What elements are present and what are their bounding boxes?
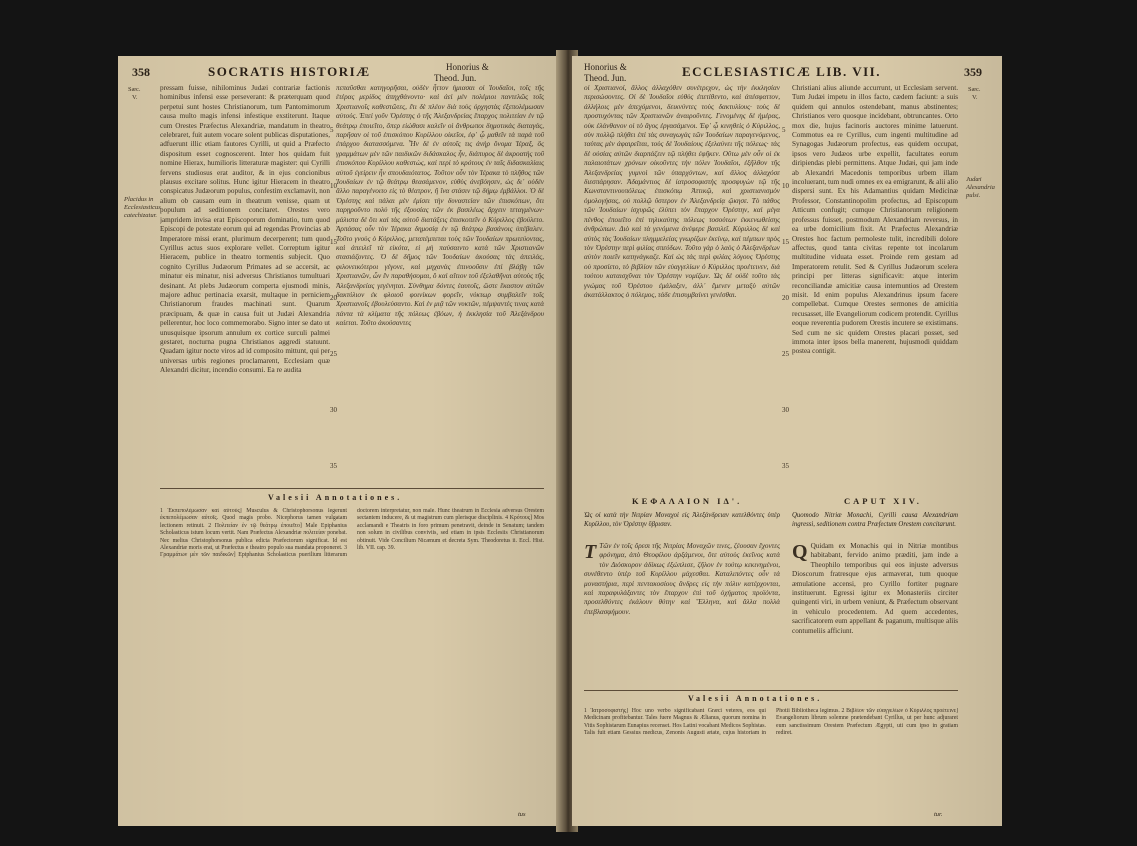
greek-body-text: οἱ Χριστιανοί, ἄλλος ἀλλαχόθεν συνέτρεχον, ὡς τὴν ἐκκλησίαν περισώσοντες. Οἱ δὲ Ἰουδαῖοι εὐθὺς ἐπετίθεντο, καὶ ἀπέσφαττον, ἀλλήλοις μὲν ἀπεχόμενοι, δεικνύντες τοὺς δακτυλίους· τοὺς δὲ προστυχόντας τῶν Χριστιανῶν ἀναιροῦντες. Γενομένης δὲ ἡμέρας, οὐκ ἐλάνθανον οἱ τὸ ἄγος ἐργασάμενοι. Ἐφ᾽ ᾧ κινηθεὶς ὁ Κύριλλος, σὺν πολλῷ πλήθει ἐπὶ τὰς συναγωγὰς τῶν Ἰουδαίων παραγενόμενος, ταύτας μὲν ἀφαιρεῖται, τοὺς δὲ Ἰουδαίους ἐξελαύνει τῆς πόλεως· τὰς δὲ οὐσίας αὐτῶν διαρπάζειν τῷ πλήθει ἐφῆκεν. Οὕτω μὲν οὖν οἱ ἐκ παλαιοτάτων χρόνων οἰκοῦντες τὴν πόλιν Ἰουδαῖοι, ἐξῆλθον τῆς Ἀλεξανδρείας γυμνοὶ τῶν ὑπαρχόντων, καὶ ἄλλος ἀλλαχόσε διεσπάρησαν. Ἀδαμάντιος δὲ ἰατροσοφιστὴς προσφυγὼν τῷ τῆς Κωνσταντινουπόλεως ἐπισκόπῳ Ἀττικῷ, καὶ χριστιανισμὸν ὁμολογήσας, οὐ πολλῷ ὕστερον ἐν Ἀλεξανδρείᾳ ᾤκησε. Τὸ πάθος τῶν Ἰουδαίων ἰσχυρῶς ἐλύπει τὸν ἔπαρχον Ὀρέστην, καὶ μέγα πένθος ἐποιεῖτο ἐπὶ τηλικαύτης πόλεως τοσούτων ἐκκενωθείσης ἀνθρώπων. Διὸ καὶ τὰ γενόμενα ἀνέφερε βασιλεῖ. Κύριλλος δὲ καὶ αὐτὸς τὰς Ἰουδαίων πλημμελείας γνωρίζων ἐκείνῳ, καὶ πέμπων πρὸς τὸν Ὀρέστην περὶ φιλίας σπεύδων. Τοῦτο γὰρ ὁ λαὸς ὁ Ἀλεξανδρέων αὐτὸν ποιεῖν κατηνάγκαζε. Καὶ ὡς τὰς περὶ φιλίας λόγους Ὀρέστης οὐ προσίετο, τὸ βιβλίον τῶν εὐαγγελίων ὁ Κύριλλος προέτεινεν, διὰ τούτου καταισχῦναι τὸν Ὀρέστην νομίζων. Ὡς δὲ οὐδὲ τοῦτο τὰς γνώμας τοῦ Ὀρέστου ἐμάλαξεν, ἀλλ᾽ ἔμενεν μεταξὺ αὐτῶν ἀκατάλλακτος ὁ πόλεμος, τάδε ἐπισυμβαίνει γενέσθαι. (584, 84, 780, 299)
left-page (118, 56, 563, 826)
margin-note-left: Placidus in Ecclesiasticus catechizatur. (124, 196, 161, 219)
chapter-greek-column (584, 542, 780, 684)
chapter-summary-latin: Quomodo Nitriæ Monachi, Cyrilli causa Alexandriam ingressi, seditionem contra Præfectum Orestem concitarunt. (792, 512, 958, 528)
line-number: 15 (330, 238, 337, 246)
chapter-heading-latin: CAPUT XIV. (844, 496, 922, 506)
line-number: 25 (782, 350, 789, 358)
latin-column-left (160, 84, 330, 484)
running-subtitle-right (584, 62, 627, 84)
line-number: 15 (782, 238, 789, 246)
greek-column-left (336, 84, 544, 484)
notes-divider-right (584, 690, 958, 691)
running-sub-line-1: Honorius & (446, 62, 489, 72)
margin-era-label: Sæc. (128, 86, 141, 93)
line-number: 20 (330, 294, 337, 302)
page-number-left: 358 (132, 65, 150, 79)
margin-era-left (128, 86, 140, 102)
line-number: 35 (782, 462, 789, 470)
latin-column-right (792, 84, 958, 494)
running-title-right: ECCLESIASTICÆ LIB. VII. (682, 64, 881, 79)
line-number: 10 (330, 182, 337, 190)
notes-divider-left (160, 488, 544, 489)
right-page (572, 56, 1002, 826)
chapter-heading-greek: ΚΕΦΑΛΑΙΟΝ ΙΔ'. (632, 496, 743, 506)
line-number: 30 (782, 406, 789, 414)
line-number: 30 (330, 406, 337, 414)
drop-cap-greek: Τ (584, 542, 597, 563)
line-number: 25 (330, 350, 337, 358)
notes-text: 1 Ἐκπεπολέμωσαν καὶ αὐτούς] Musculus & Christophorsonus legerunt ἐκπεπολέμωσαν αὐτοῖς. Quod magis probo. Nicephorus tamen vulgatam lectionem retinuit. 2 Πολιτείαν ἐν τῷ θεάτρῳ ἐποιεῖτο] Male Epiphanius Scholasticus istum locum vertit. Nam Præfectus Alexandriæ πολιτείαν ponebat. Nec melius Christophorsonus publica edicta Præfectorum significat. Id est Alexandriæ moris erat, ut Præfectus e theatro populo sua mandata proponeret. 3 Γραμμάτων μὲν τῶν παιδικῶν] Epiphanius Scholasticus puerilium litterarum doctorem interpretatur, non male. Hunc theatrum in Ecclesia adversus Orestem sectantem inducere, & ut magistrum cum plerisque disciplinis. 4 Κρότους] Mos acclamandi e Theatris in foro primum penetravit, deinde in Senatum; tandem non solum in civilibus conviviis, sed etiam in ipsis Ecclesiis Christianorum obtinuit. Vide Concilium Nicænum et decreta Sym. Theodoretus ii. Eccl. Hist. lib. VII. cap. 39. (160, 508, 544, 559)
catchword-left: tus (518, 811, 526, 818)
running-subtitle-left (434, 62, 489, 84)
notes-right (584, 708, 958, 808)
line-number: 5 (782, 126, 786, 134)
chapter-latin-column (792, 542, 958, 684)
drop-cap-latin: Q (792, 542, 808, 563)
margin-era-label: Sæc. (968, 86, 981, 93)
line-number: 5 (330, 126, 334, 134)
chapter-greek-body: Τῶν ἐν τοῖς ὄρεσι τῆς Νιτρίας Μοναχῶν τινες, ζέουσαν ἔχοντες φρόνημα, ἀπὸ Θεοφίλου ἀρξάμενοι, ὅτε αὐτοὺς ἐκεῖνος κατὰ τὸν Διόσκορον ἀδίκως ἐξώπλισε, ζῆλον ἐν τούτῳ κεκινημένοι, συνέθεντο ὑπὲρ τοῦ Κυρίλλου μάχεσθαι. Καταλιπόντες οὖν τὰ μοναστήρια, περὶ πεντακοσίους ἄνδρες εἰς τὴν πόλιν κατέρχονται, καὶ παραφυλάξαντες τὸν ἔπαρχον ἐπὶ τοῦ ὀχήματος προϊόντα, προσελθόντες ἐκάλουν θύτην καὶ Ἕλληνα, καὶ ἄλλα πολλὰ ἐπεβλασφήμουν. (584, 542, 780, 616)
margin-note-right: Judæi Alexandria pulsi. (966, 176, 995, 199)
margin-era-number: V. (972, 94, 978, 101)
margin-era-right (968, 86, 980, 102)
notes-heading-left: Valesii Annotationes. (268, 493, 403, 502)
line-numbers-right (782, 88, 790, 470)
line-number: 20 (782, 294, 789, 302)
running-sub-line-1: Honorius & (584, 62, 627, 72)
greek-body-text: πεπαῦσθαι κατηγορῆσαι, οὐδὲν ἧττον ἡμιασαι οἱ Ἰουδαῖοι, τοῖς τῆς ἑτέρας μερίδος ἀπηχθάνοντο· καὶ ἀεὶ μὲν πολέμιοι παντελῶς τοῖς Χριστιανοῖς καθεστῶτες, ἔτι δὲ πλέον διὰ τοὺς ὀρχηστὰς ἐξεπολέμωσαν αὐτούς. Ἐπεὶ γοῦν Ὀρέστης ὁ τῆς Ἀλεξανδρείας ἔπαρχος πολιτείαν ἐν τῷ θεάτρῳ ἐποιεῖτο, ὅπερ εἰώθασι καλεῖν οἱ ἄνθρωποι δημοτικὰς διαταγάς, παρῆσαν οἱ τοῦ ἐπισκόπου Κυρίλλου οἰκεῖοι, ἐφ᾽ ᾧ μαθεῖν τὰ παρὰ τοῦ ἐπάρχου διατασσόμενα. Ἦν δὲ ἐν αὐτοῖς τις ἀνὴρ ὄνομα Ἱέραξ, ὃς γραμμάτων μὲν τῶν παιδικῶν διδάσκαλος ἦν, διάπυρος δὲ ἀκροατὴς τοῦ ἐπισκόπου Κυρίλλου καθεστὼς, καὶ περὶ τὸ κρότους ἐν ταῖς διδασκαλίαις αὐτοῦ ἐγείρειν ἦν σπουδαιότατος. Τοῦτον οὖν τὸν Ἱέρακα τὸ πλῆθος τῶν Ἰουδαίων ἐν τῷ θεάτρῳ θεασάμενον, εὐθὺς ἀνεβόησεν, ὡς δι᾽ οὐδὲν ἄλλο παραγένοιτο εἰς τὸ θέατρον, ἢ ἵνα στάσιν τῷ δήμῳ ἐμβάλλοι. Ὁ δὲ Ὀρέστης καὶ πάλαι μὲν ἐμίσει τὴν δυναστείαν τῶν ἐπισκόπων, ὅτι παρῃροῦντο πολὺ τῆς ἐξουσίας τῶν ἐκ βασιλέως ἄρχειν τεταγμένων· μάλιστα δὲ ὅτι καὶ τὰς αὐτοῦ διατάξεις ἐπισκοπεῖν ὁ Κύριλλος ἐβούλετο. Ἁρπάσας οὖν τὸν Ἱέρακα δημοσίᾳ ἐν τῷ θεάτρῳ βασάνοις ὑπέβαλεν. Τοῦτο γνοὺς ὁ Κύριλλος, μεταπέμπεται τοὺς τῶν Ἰουδαίων πρωτεύοντας, καὶ ἀπειλεῖ τὰ εἰκότα, εἰ μὴ παύσαιντο κατὰ τῶν Χριστιανῶν στασιάζοντες. Ὁ δὲ δῆμος τῶν Ἰουδαίων ἀκούσας τὰς ἀπειλάς, φιλονεικότεροι γέγονε, καὶ μηχανὰς ἐπινοοῦσιν ἐπὶ βλάβῃ τῶν Χριστιανῶν, ὧν ἓν παραθήσομαι, ὃ καὶ αἴτιον τοῦ ἐξελαθῆναι αὐτοὺς τῆς Ἀλεξανδρείας γεγένηται. Σύνθημα δόντες ἑαυτοῖς, ὥστε ἕκαστον αὐτῶν δακτύλιον ἐκ φλοιοῦ φοινίκων φορεῖν, νύκτωρ συμβαλεῖν τοῖς Χριστιανοῖς ἐβουλεύσαντο. Καὶ ἐν μιᾷ τῶν νυκτῶν, πέμψαντές τινας κατὰ πάντα τὰ κλίματα τῆς πόλεως ἐβόων, ἡ ἐκκλησία τοῦ Ἀλεξάνδρου καίεται. Τοῦτο ἀκούσαντες (336, 84, 544, 328)
running-sub-line-2: Theod. Jun. (434, 73, 477, 83)
line-number: 10 (782, 182, 789, 190)
running-sub-line-2: Theod. Jun. (584, 73, 627, 83)
latin-body-text: pressam fuisse, nihilominus Judæi contrariæ factionis hominibus infensi esse perseverant: & præterquam quod perpetui sunt hostes Christianorum, tum Pantomimorum causa multo magis infensi infestique exstiterunt. Itaque cum Orestes Præfectus Alexandriæ, mandatum in theatro celebraret, fuit autem vocare solent publicas disputationes, adfuerunt illic etiam fautores Cyrilli, ut quid a Præfecto dispositum esset cognoscerent. Inter hos quidam fuit nomine Hierax, humilioris litteraturæ magister: qui Cyrilli fervens studiosus erat auditor, & in ejus concionibus plausus excitare solitus. Hunc igitur Hieracem in theatro conspicatus Judæorum populus, confestim exclamavit, non alium ob causam eum in theatrum venisse, quam ut populum ad seditionem concitaret. Orestes vero jampridem invisa erat Episcoporum dominatio, tum quod Episcopi de potestate eorum qui ad regendas Provincias ab Imperatore missi erant, plurimum decerperent; tum quod Cyrillus actus suos explorare vellet. Correptum igitur Hieracem, publice in theatro tormentis subjecit. Quo cognito Cyrillus Judæorum Primates ad se accersit, ac minatur eis minatur, nisi adversus Christianos tumultuari desinant. At plebs Judæorum comperta ejusmodi minis, majore adhuc pertinacia exarsit, multaque in perniciem Christianorum fraudes machinati sunt. Quarum præcipuam, & quæ in causa fuit ut Judæi Alexandria pellerentur, hoc loco commemorabo. Signo inter se dato ut unusquisque ipsorum annulum ex cortice surculi palmei gestaret, nocturna pugna Christianos aggredi statuunt. Quadam igitur nocte viros ad id composito mittunt, qui per universas urbis regiones proclamarent, Ecclesiam quæ Alexandri dicitur, incendio consumi. Ea re audita (160, 84, 330, 375)
notes-left (160, 508, 544, 808)
greek-column-right (584, 84, 780, 494)
chapter-summary-greek: Ὡς οἱ κατὰ τὴν Νιτρίαν Μοναχοὶ εἰς Ἀλεξάνδρειαν κατελθόντες ὑπὲρ Κυρίλλου, τὸν Ὀρέστην ὕβρισαν. (584, 512, 780, 528)
notes-text: 1 Ἰατροσοφιστὴς] Hoc uno verbo significabant Græci veteres, eos qui Medicinam profitebantur. Tales fuere Magnus & Ælianus, quorum nomina in Vitis Sophistarum Eunapius recenset. Hos Latini vocabant Medicos Sophistas. Talis fuit etiam Gessius medicus, Zenonis Augusti ætate, cujus historiam in Photii Bibliotheca legimus. 2 Βιβλίον τῶν εὐαγγελίων ὁ Κύριλλος προέτεινε] Evangeliorum librum solemne prætendebant Cyrillus, ut per hunc adjuraret eum sanctissimum Orestem Præfectum Ægypti, uti cum ipso in gratiam rediret. (584, 708, 958, 737)
latin-body-text: Christiani alius aliunde accurrunt, ut Ecclesiam servent. Tum Judæi impetu in illos facto, cædem faciunt: a suis quidem qui annulos ostendebant, manus abstinentes; Christianos vero quosque incidebant, obtruncantes. Orto mox die, hujus facinoris auctores minime latuerunt. Commotus ea re Cyrillus, cum ingenti multitudine ad Synagogas Judæorum profectus, eas quidem occupat, ipsos vero Judæos urbe expellit, facultates eorum diripiendas plebi permittens. Atque Judæi, qui jam inde ab Alexandri Macedonis temporibus urbem illam incoluerant, tum nudi omnes ex ea emigrarunt, & alii alio dispersi sunt. Ex his Adamantius quidam Medicinæ Professor, Constantinopolim profectus, ad Episcopum Atticum confugit; cumque Christianorum religionem professus fuisset, postmodum Alexandriam reversus, in ea urbe domicilium fixit. At Præfectus Alexandriæ Orestes hoc factum permoleste tulit, incredibili dolore affectus, quod tanta civitas repente tot incolarum multitudine viduata esset. Proinde rem gestam ad Imperatorem retulit. Sed & Cyrillus Judæorum scelera principi per litteras significavit: atque interim reconciliandæ amicitiæ causa internuntios ad Orestem misit. Id enim populus Alexandrinus ipsum facere compellebat. Cumque Orestes sermones de amicitia recusasset, ille Evangeliorum codicem protendit. Cyrillus eoque reverentia pudorem Orestis incutere se existimans. Sed cum ne sic quidem Orestes placari posset, sed immota inter ipsos bella manerent, hujusmodi quiddam postea contigit. (792, 84, 958, 356)
notes-heading-right: Valesii Annotationes. (688, 694, 823, 703)
line-number: 35 (330, 462, 337, 470)
margin-era-number: V. (132, 94, 138, 101)
catchword-right: tur. (934, 811, 943, 818)
running-title-left: SOCRATIS HISTORIÆ (208, 64, 371, 79)
page-number-right: 359 (964, 65, 982, 79)
line-numbers-left (330, 88, 338, 470)
chapter-latin-body: Quidam ex Monachis qui in Nitriæ montibus habitabant, fervido animo præditi, jam inde a Theophilo temporibus qui eos injuste adversus Dioscorum fratresque ejus armaverat, tum quoque æmulatione accensi, pro Cyrillo fortiter pugnare instituerunt. Egressi igitur ex Monasteriis circiter quingenti viri, in urbem veniunt, & Præfectum observant in vehiculo procedentem. Ad quem accedentes, sacrificatorem eum appellant & paganum, multisque aliis contumeliis afficiunt. (792, 542, 958, 635)
